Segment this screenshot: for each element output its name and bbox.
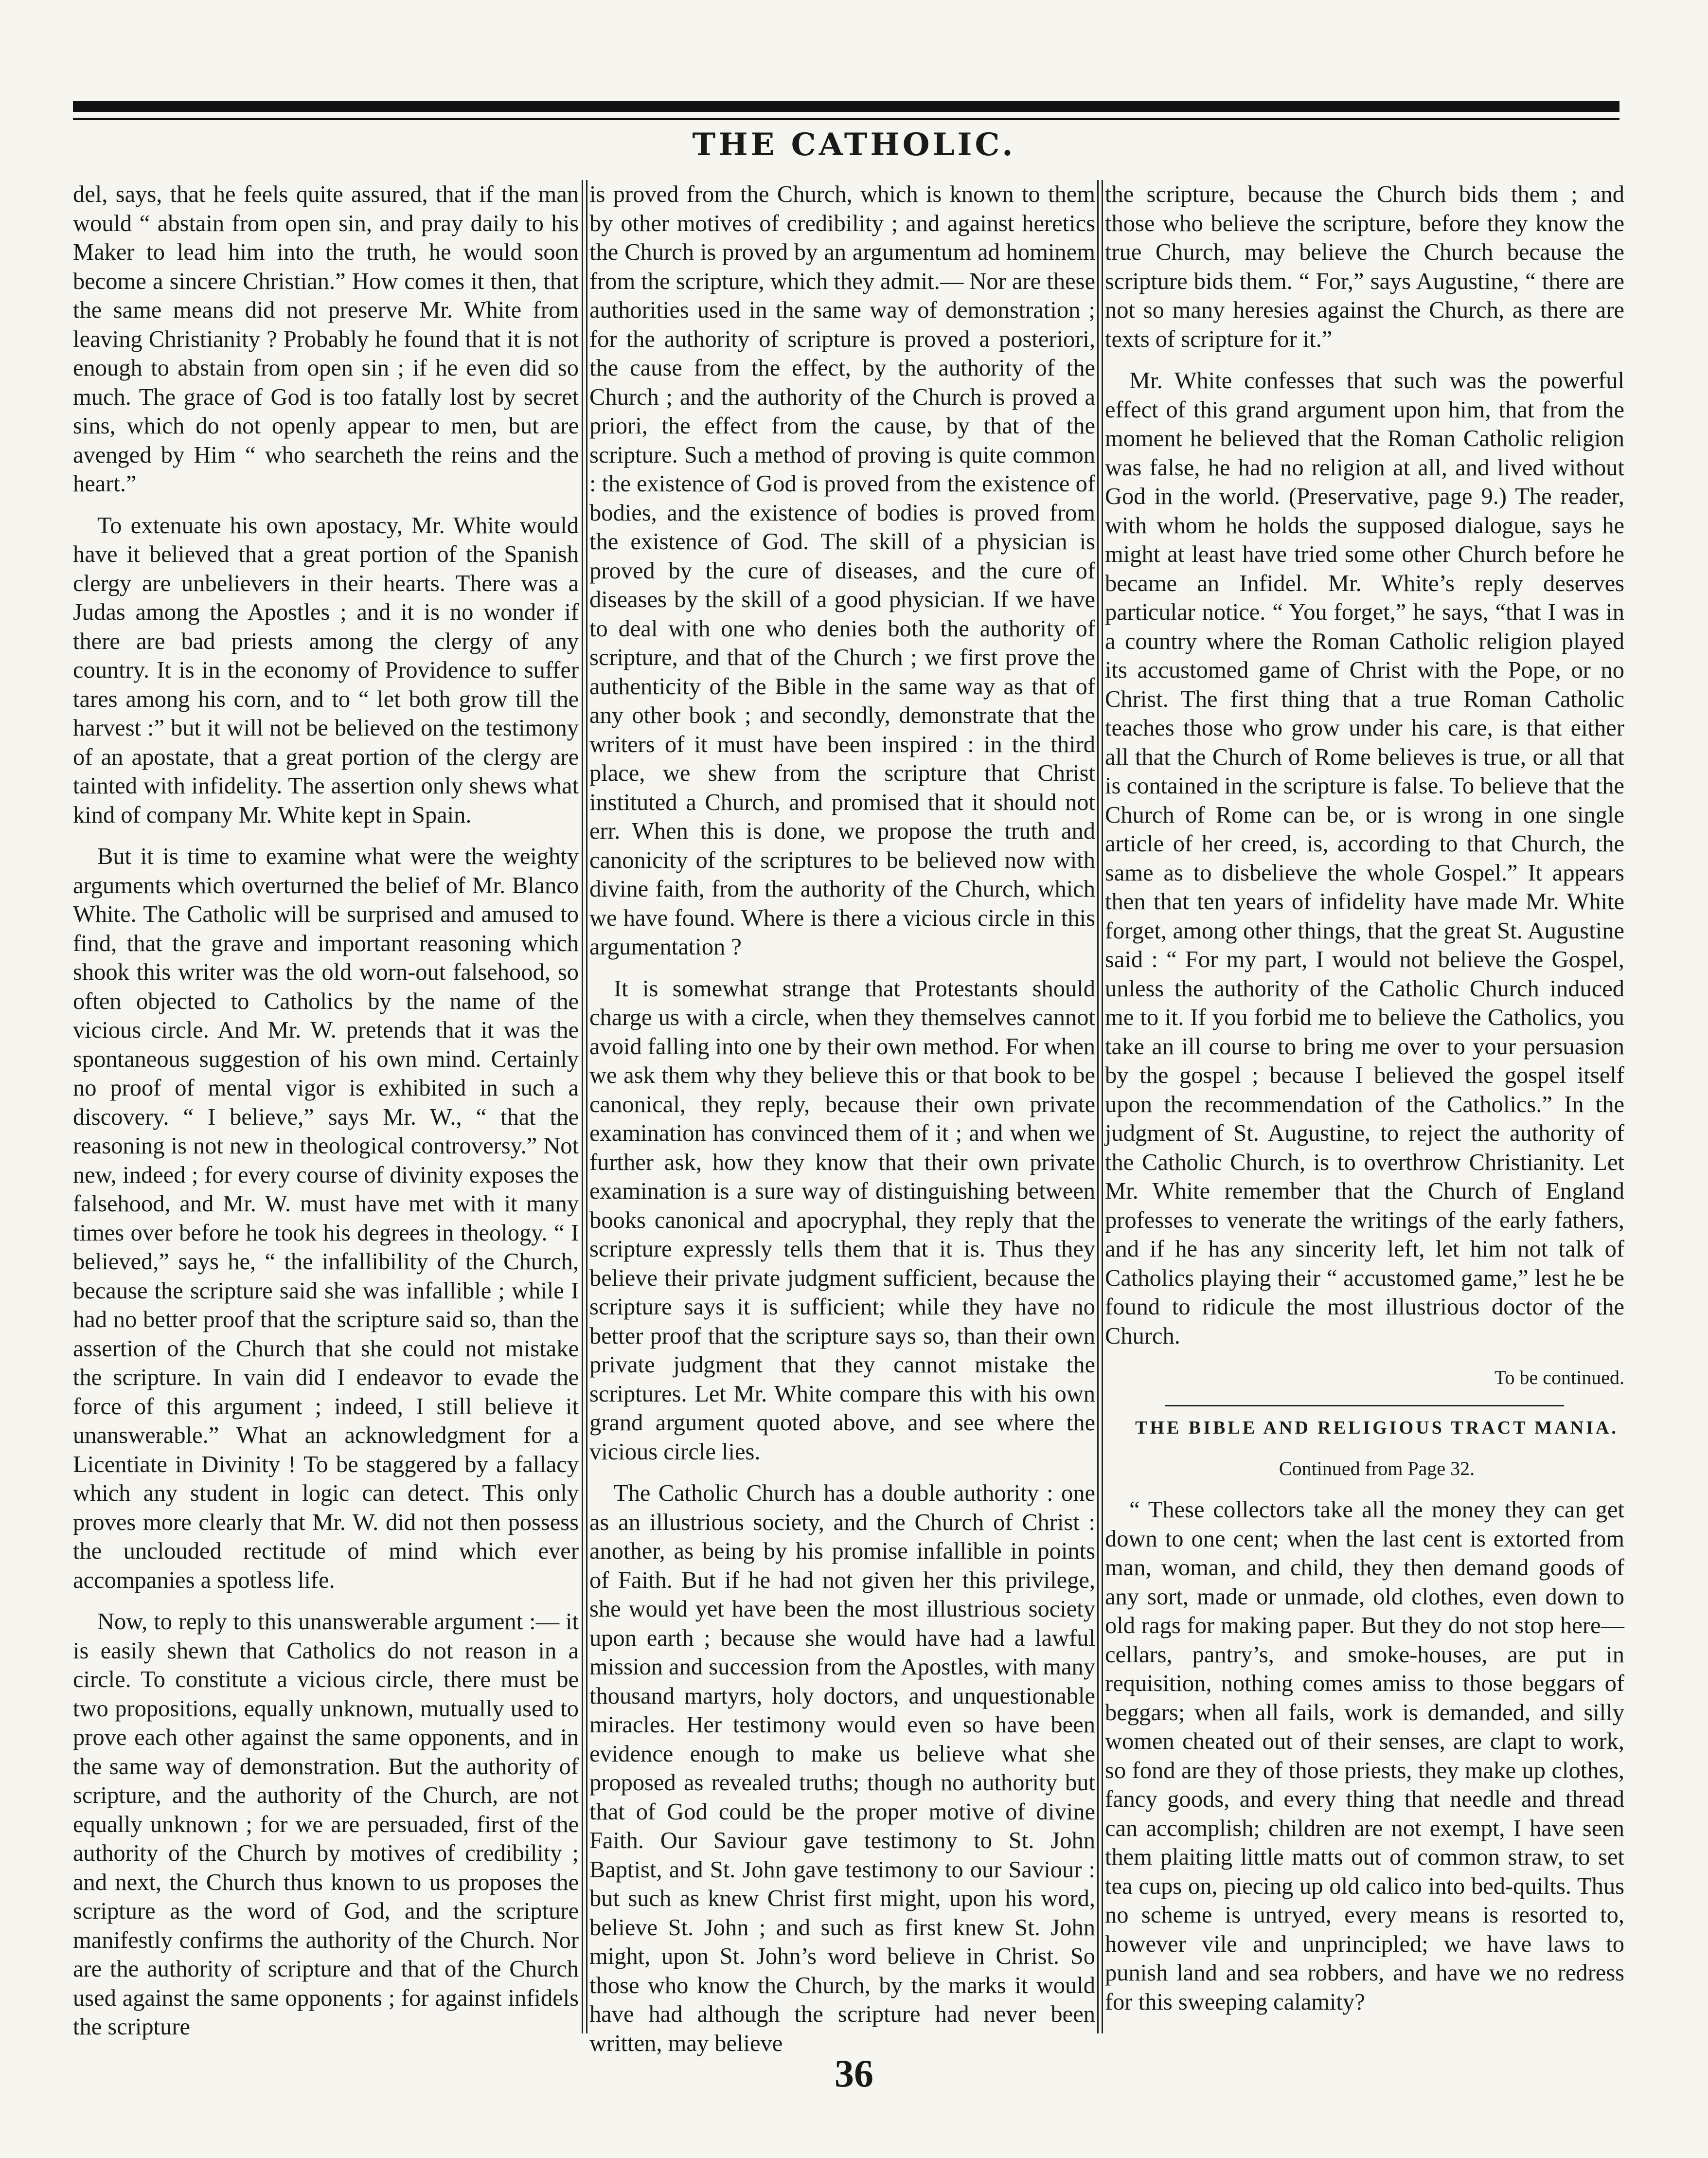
- article-subtitle: Continued from Page 32.: [1279, 1457, 1475, 1479]
- column-divider: [582, 180, 587, 2033]
- paragraph: Mr. White confesses that such was the powerful effect of this grand argument upon him, that from the moment he believed that the Roman Catholic religion was false, he had no religion at all, and lived without God in the world. (Preservative, page 9.) The reader, with whom he holds the supposed dialogue, says he might at least have tried some other Church before he became an Infidel. Mr. White’s reply deserves particular notice. “ You forget,” he says, “that I was in a country where the Roman Catholic religion played its accustomed game of Christ with the Pope, or no Christ. The first thing that a true Roman Catholic teaches those who grow under his care, is that either all that the Church of Rome believes is true, or all that is contained in the scripture is false. To believe that the Church of Rome can be, or is wrong in one single article of her creed, is, according to that Church, the same as to disbelieve the whole Gospel.” It appears then that ten years of infidelity have made Mr. White forget, among other things, that the great St. Augustine said : “ For my part, I would not believe the Gospel, unless the authority of the Catholic Church induced me to it. If you forbid me to believe the Catholics, you take an ill course to bring me over to your persuasion by the gospel ; because I believed the gospel itself upon the recommendation of the Catholics.” In the judgment of St. Augustine, to reject the authority of the Catholic Church, is to overthrow Christianity. Let Mr. White remember that the Church of England professes to venerate the writings of the early fathers, and if he has any sincerity left, let him not talk of Catholics playing their “ accustomed game,” lest he be found to ridicule the most illustrious doctor of the Church.: [1105, 368, 1624, 1349]
- column-2: [589, 180, 1095, 2056]
- masthead-rule-thick: [73, 101, 1619, 112]
- column-1: [73, 180, 579, 2040]
- masthead-rule-thin: [73, 118, 1619, 120]
- article-title: THE BIBLE AND RELIGIOUS TRACT MANIA.: [1135, 1417, 1619, 1438]
- paragraph: To extenuate his own apostacy, Mr. White would have it believed that a great portion of the Spanish clergy are unbelievers in their hearts. There was a Judas among the Apostles ; and it is no wonder if there are bad priests among the clergy of any country. It is in the economy of Providence to suffer tares among his corn, and to “ let both grow till the harvest :” but it will not be believed on the testimony of an apostate, that a great portion of the clergy are tainted with infidelity. The assertion only shews what kind of company Mr. White kept in Spain.: [73, 512, 579, 828]
- column-divider: [1097, 180, 1103, 2033]
- paragraph: del, says, that he feels quite assured, that if the man would “ abstain from open sin, and pray daily to his Maker to lead him into the truth, he would soon become a sincere Christian.” How comes it then, that the same means did not preserve Mr. White from leaving Christianity ? Probably he found that it is not enough to abstain from open sin ; if he even did so much. The grace of God is too fatally lost by secret sins, which do not openly appear to men, but are avenged by Him “ who searcheth the reins and the heart.”: [73, 181, 579, 497]
- paragraph: is proved from the Church, which is known to them by other motives of credibility ; and against heretics the Church is proved by an argumentum ad hominem from the scripture, which they admit.— Nor are these authorities used in the same way of demonstration ; for the authority of scripture is proved a posteriori, the cause from the effect, by the authority of the Church ; and the authority of the Church is proved a priori, the effect from the cause, by that of the scripture. Such a method of proving is quite common : the existence of God is proved from the existence of bodies, and the existence of bodies is proved from the existence of God. The skill of a physician is proved by the cure of diseases, and the cure of diseases by the skill of a good physician. If we have to deal with one who denies both the authority of scripture, and that of the Church ; we first prove the authenticity of the Bible in the same way as that of any other book ; and secondly, demonstrate that the writers of it must have been inspired : in the third place, we shew from the scripture that Christ instituted a Church, and promised that it should not err. When this is done, we propose the truth and canonicity of the scriptures to be believed now with divine faith, from the authority of the Church, which we have found. Where is there a vicious circle in this argumentation ?: [589, 181, 1095, 960]
- page-masthead: THE CATHOLIC.: [692, 126, 1016, 163]
- paragraph: But it is time to examine what were the weighty arguments which overturned the belief of Mr. Blanco White. The Catholic will be surprised and amused to find, that the grave and important reasoning which shook this writer was the old worn-out falsehood, so often objected to Catholics by the name of the vicious circle. And Mr. W. pretends that it was the spontaneous suggestion of his own mind. Certainly no proof of mental vigor is exhibited in such a discovery. “ I believe,” says Mr. W., “ that the reasoning is not new in theological controversy.” Not new, indeed ; for every course of divinity exposes the falsehood, and Mr. W. must have met with it many times over before he took his degrees in theology. “ I believed,” says he, “ the infallibility of the Church, because the scripture said she was infallible ; while I had no better proof that the scripture said so, than the assertion of the Church that she could not mistake the scripture. In vain did I endeavor to evade the force of this argument ; indeed, I still believe it unanswerable.” What an acknowledgment for a Licentiate in Divinity ! To be staggered by a fallacy which any student in logic can detect. This only proves more clearly that Mr. W. did not then possess the unclouded rectitude of mind which ever accompanies a spotless life.: [73, 844, 579, 1593]
- paragraph: The Catholic Church has a double authority : one as an illustrious society, and the Church of Christ : another, as being by his promise infallible in points of Faith. But if he had not given her this privilege, she would yet have been the most illustrious society upon earth ; because she would have had a lawful mission and succession from the Apostles, with many thousand martyrs, holy doctors, and unquestionable miracles. Her testimony would even so have been evidence enough to make us believe what she proposed as revealed truths; though no authority but that of God could be the proper motive of divine Faith. Our Saviour gave testimony to St. John Baptist, and St. John gave testimony to our Saviour : but such as knew Christ first might, upon his word, believe St. John ; and such as first knew St. John might, upon St. John’s word believe in Christ. So those who know the Church, by the marks it would have had although the scripture had never been written, may believe: [589, 1480, 1095, 2056]
- article-separator: [1165, 1405, 1564, 1406]
- paragraph: “ These collectors take all the money they can get down to one cent; when the last cent is extorted from man, woman, and child, they then demand goods of any sort, made or unmade, old clothes, even down to old rags for making paper. But they do not stop here—cellars, pantry’s, and smoke-houses, are put in requisition, nothing comes amiss to those beggars of beggars; when all fails, work is demanded, and silly women cheated out of their senses, are clapt to work, so fond are they of those priests, they make up clothes, fancy goods, and every thing that needle and thread can accomplish; children are not exempt, I have seen them plaiting little matts out of common straw, to set tea cups on, piecing up old calico into bed-quilts. Thus no scheme is untryed, every means is resorted to, however vile and unprincipled; we have laws to punish land and sea robbers, and have we no redress for this sweeping calamity?: [1105, 1497, 1624, 2015]
- column-3: [1105, 180, 1624, 2033]
- page-number: 36: [835, 2052, 873, 2095]
- paragraph: It is somewhat strange that Protestants should charge us with a circle, when they themselves cannot avoid falling into one by their own method. For when we ask them why they believe this or that book to be canonical, they reply, because their own private examination has convinced them of it ; and when we further ask, how they know that their own private examination is a sure way of distinguishing between books canonical and apocryphal, they reply that the scripture expressly tells them that it is. Thus they believe their private judgment sufficient, because the scripture says it is sufficient; while they have no better proof that the scripture says so, than their own private judgment that they cannot mistake the scriptures. Let Mr. White compare this with his own grand argument quoted above, and see where the vicious circle lies.: [589, 975, 1095, 1465]
- to-be-continued-note: To be continued.: [1494, 1367, 1624, 1388]
- paragraph: Now, to reply to this unanswerable argument :— it is easily shewn that Catholics do not reason in a circle. To constitute a vicious circle, there must be two propositions, equally unknown, mutually used to prove each other against the same opponents, and in the same way of demonstration. But the authority of scripture, and the authority of the Church, are not equally unknown ; for we are persuaded, first of the authority of the Church by motives of credibility ; and next, the Church thus known to us proposes the scripture as the word of God, and the scripture manifestly confirms the authority of the Church. Nor are the authority of scripture and that of the Church used against the same opponents ; for against infidels the scripture: [73, 1609, 579, 2040]
- paragraph: the scripture, because the Church bids them ; and those who believe the scripture, before they know the true Church, may believe the Church because the scripture bids them. “ For,” says Augustine, “ there are not so many heresies against the Church, as there are texts of scripture for it.”: [1105, 181, 1624, 352]
